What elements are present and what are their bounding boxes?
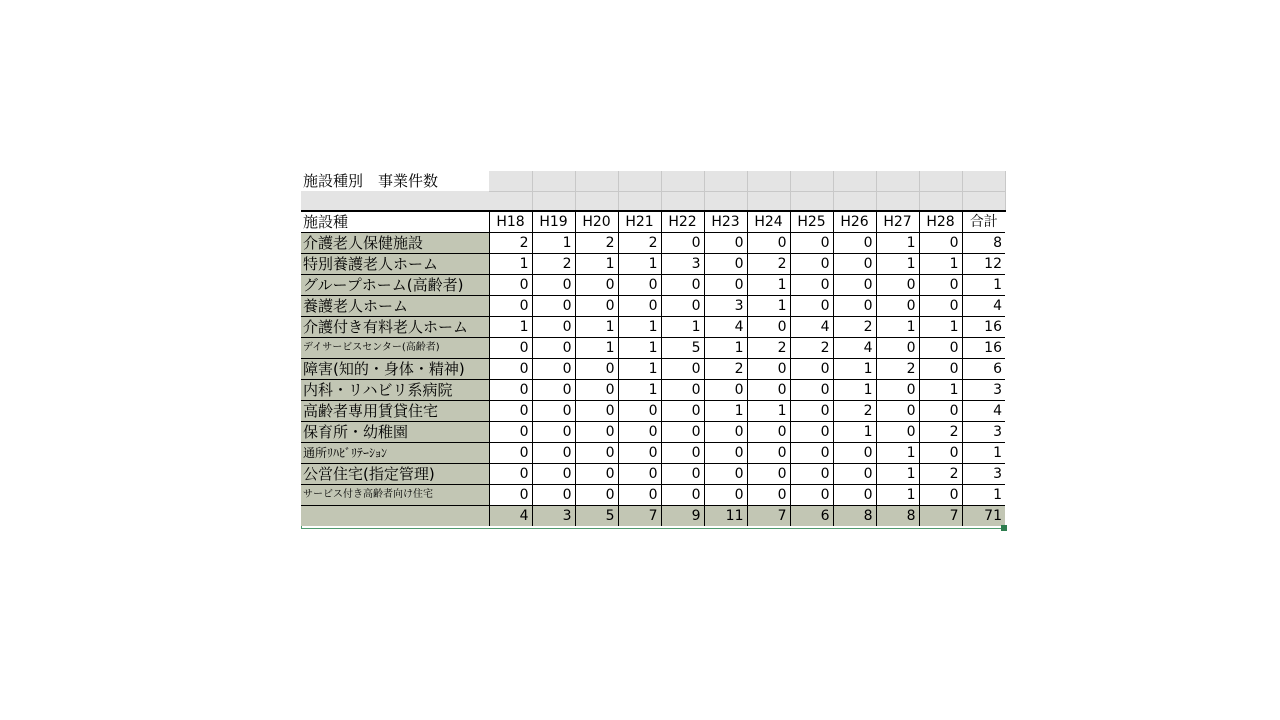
value-cell[interactable]: 0 bbox=[876, 401, 919, 422]
value-cell[interactable]: 0 bbox=[747, 422, 790, 443]
value-cell[interactable]: 0 bbox=[919, 275, 962, 296]
value-cell[interactable]: 0 bbox=[489, 401, 532, 422]
value-cell[interactable]: 0 bbox=[532, 422, 575, 443]
value-cell[interactable]: 0 bbox=[661, 380, 704, 401]
value-cell[interactable]: 0 bbox=[704, 275, 747, 296]
value-cell[interactable]: 0 bbox=[876, 380, 919, 401]
value-cell[interactable]: 1 bbox=[833, 359, 876, 380]
row-label[interactable]: 障害(知的・身体・精神) bbox=[301, 359, 489, 380]
value-cell[interactable]: 1 bbox=[618, 338, 661, 359]
value-cell[interactable]: 0 bbox=[790, 443, 833, 464]
value-cell[interactable]: 0 bbox=[790, 401, 833, 422]
empty-cell[interactable] bbox=[532, 171, 575, 191]
column-total-cell[interactable]: 5 bbox=[575, 506, 618, 527]
table-row bbox=[301, 401, 1005, 422]
table-row bbox=[301, 422, 1005, 443]
value-cell[interactable]: 4 bbox=[833, 338, 876, 359]
empty-cell[interactable] bbox=[833, 171, 876, 191]
row-total-cell[interactable]: 16 bbox=[962, 338, 1005, 359]
header-year-5[interactable]: H23 bbox=[704, 211, 747, 233]
value-cell[interactable]: 1 bbox=[575, 338, 618, 359]
value-cell[interactable]: 0 bbox=[833, 485, 876, 506]
value-cell[interactable]: 1 bbox=[575, 317, 618, 338]
value-cell[interactable]: 0 bbox=[489, 296, 532, 317]
row-label[interactable]: 通所ﾘﾊﾋﾞﾘﾃｰｼｮﾝ bbox=[301, 443, 489, 464]
empty-cell[interactable] bbox=[747, 191, 790, 211]
value-cell[interactable]: 0 bbox=[704, 485, 747, 506]
empty-cell[interactable] bbox=[532, 191, 575, 211]
value-cell[interactable]: 1 bbox=[833, 422, 876, 443]
value-cell[interactable]: 0 bbox=[618, 443, 661, 464]
column-total-cell[interactable]: 9 bbox=[661, 506, 704, 527]
value-cell[interactable]: 0 bbox=[575, 422, 618, 443]
row-label[interactable]: サービス付き高齢者向け住宅 bbox=[301, 485, 489, 506]
value-cell[interactable]: 0 bbox=[790, 380, 833, 401]
row-label[interactable]: 公営住宅(指定管理) bbox=[301, 464, 489, 485]
value-cell[interactable]: 0 bbox=[575, 380, 618, 401]
value-cell[interactable]: 0 bbox=[704, 422, 747, 443]
empty-cell[interactable] bbox=[790, 171, 833, 191]
empty-cell[interactable] bbox=[618, 191, 661, 211]
column-total-cell[interactable]: 7 bbox=[618, 506, 661, 527]
row-total-cell[interactable]: 12 bbox=[962, 254, 1005, 275]
table-row bbox=[301, 254, 1005, 275]
value-cell[interactable]: 1 bbox=[833, 380, 876, 401]
value-cell[interactable]: 0 bbox=[618, 422, 661, 443]
value-cell[interactable]: 1 bbox=[618, 254, 661, 275]
value-cell[interactable]: 0 bbox=[833, 254, 876, 275]
empty-cell[interactable] bbox=[962, 191, 1005, 211]
value-cell[interactable]: 4 bbox=[704, 317, 747, 338]
value-cell[interactable]: 1 bbox=[876, 233, 919, 254]
header-year-10[interactable]: H28 bbox=[919, 211, 962, 233]
row-total-cell[interactable]: 1 bbox=[962, 443, 1005, 464]
row-label[interactable]: グループホーム(高齢者) bbox=[301, 275, 489, 296]
value-cell[interactable]: 0 bbox=[790, 275, 833, 296]
header-year-7[interactable]: H25 bbox=[790, 211, 833, 233]
value-cell[interactable]: 0 bbox=[532, 464, 575, 485]
value-cell[interactable]: 0 bbox=[661, 422, 704, 443]
row-label[interactable]: 高齢者専用賃貸住宅 bbox=[301, 401, 489, 422]
value-cell[interactable]: 2 bbox=[747, 254, 790, 275]
empty-cell[interactable] bbox=[747, 171, 790, 191]
value-cell[interactable]: 0 bbox=[532, 338, 575, 359]
empty-cell[interactable] bbox=[704, 171, 747, 191]
row-label[interactable]: 保育所・幼稚園 bbox=[301, 422, 489, 443]
column-total-cell[interactable]: 11 bbox=[704, 506, 747, 527]
value-cell[interactable]: 0 bbox=[833, 275, 876, 296]
value-cell[interactable]: 0 bbox=[747, 359, 790, 380]
empty-cell[interactable] bbox=[489, 191, 532, 211]
value-cell[interactable]: 1 bbox=[704, 338, 747, 359]
value-cell[interactable]: 2 bbox=[532, 254, 575, 275]
value-cell[interactable]: 0 bbox=[489, 359, 532, 380]
header-year-0[interactable]: H18 bbox=[489, 211, 532, 233]
value-cell[interactable]: 0 bbox=[747, 317, 790, 338]
value-cell[interactable]: 0 bbox=[575, 401, 618, 422]
header-year-8[interactable]: H26 bbox=[833, 211, 876, 233]
value-cell[interactable]: 0 bbox=[489, 275, 532, 296]
empty-cell[interactable] bbox=[876, 171, 919, 191]
value-cell[interactable]: 0 bbox=[618, 296, 661, 317]
value-cell[interactable]: 2 bbox=[747, 338, 790, 359]
value-cell[interactable]: 5 bbox=[661, 338, 704, 359]
value-cell[interactable]: 0 bbox=[790, 233, 833, 254]
value-cell[interactable]: 0 bbox=[833, 464, 876, 485]
value-cell[interactable]: 2 bbox=[833, 401, 876, 422]
value-cell[interactable]: 2 bbox=[704, 359, 747, 380]
empty-cell[interactable] bbox=[919, 171, 962, 191]
header-year-3[interactable]: H21 bbox=[618, 211, 661, 233]
value-cell[interactable]: 0 bbox=[919, 401, 962, 422]
value-cell[interactable]: 0 bbox=[790, 359, 833, 380]
value-cell[interactable]: 1 bbox=[747, 401, 790, 422]
totals-label-cell[interactable] bbox=[301, 506, 489, 527]
value-cell[interactable]: 0 bbox=[747, 464, 790, 485]
table-row bbox=[301, 443, 1005, 464]
table-row bbox=[301, 359, 1005, 380]
row-total-cell[interactable]: 4 bbox=[962, 296, 1005, 317]
empty-cell[interactable] bbox=[661, 191, 704, 211]
row-total-cell[interactable]: 16 bbox=[962, 317, 1005, 338]
value-cell[interactable]: 1 bbox=[532, 233, 575, 254]
value-cell[interactable]: 1 bbox=[618, 317, 661, 338]
value-cell[interactable]: 2 bbox=[919, 464, 962, 485]
value-cell[interactable]: 0 bbox=[532, 275, 575, 296]
row-label[interactable]: 特別養護老人ホーム bbox=[301, 254, 489, 275]
table-row bbox=[301, 338, 1005, 359]
value-cell[interactable]: 1 bbox=[876, 485, 919, 506]
value-cell[interactable]: 0 bbox=[876, 338, 919, 359]
value-cell[interactable]: 0 bbox=[790, 422, 833, 443]
column-total-cell[interactable]: 4 bbox=[489, 506, 532, 527]
value-cell[interactable]: 0 bbox=[790, 254, 833, 275]
value-cell[interactable]: 1 bbox=[489, 317, 532, 338]
table-row bbox=[301, 380, 1005, 401]
value-cell[interactable]: 0 bbox=[618, 485, 661, 506]
column-total-cell[interactable]: 7 bbox=[919, 506, 962, 527]
facility-type-table bbox=[301, 171, 1006, 526]
value-cell[interactable]: 0 bbox=[575, 275, 618, 296]
title-row bbox=[301, 171, 1005, 191]
column-total-cell[interactable]: 8 bbox=[876, 506, 919, 527]
value-cell[interactable]: 0 bbox=[919, 443, 962, 464]
header-year-4[interactable]: H22 bbox=[661, 211, 704, 233]
value-cell[interactable]: 0 bbox=[575, 443, 618, 464]
value-cell[interactable]: 0 bbox=[489, 485, 532, 506]
value-cell[interactable]: 2 bbox=[876, 359, 919, 380]
empty-cell[interactable] bbox=[575, 191, 618, 211]
header-row bbox=[301, 211, 1005, 233]
value-cell[interactable]: 1 bbox=[575, 254, 618, 275]
empty-cell[interactable] bbox=[833, 191, 876, 211]
value-cell[interactable]: 2 bbox=[575, 233, 618, 254]
row-total-cell[interactable]: 8 bbox=[962, 233, 1005, 254]
value-cell[interactable]: 2 bbox=[790, 338, 833, 359]
column-total-cell[interactable]: 6 bbox=[790, 506, 833, 527]
value-cell[interactable]: 1 bbox=[876, 443, 919, 464]
row-total-cell[interactable]: 3 bbox=[962, 380, 1005, 401]
value-cell[interactable]: 0 bbox=[833, 443, 876, 464]
value-cell[interactable]: 1 bbox=[919, 380, 962, 401]
value-cell[interactable]: 0 bbox=[790, 464, 833, 485]
value-cell[interactable]: 2 bbox=[919, 422, 962, 443]
value-cell[interactable]: 2 bbox=[489, 233, 532, 254]
value-cell[interactable]: 0 bbox=[876, 422, 919, 443]
value-cell[interactable]: 1 bbox=[489, 254, 532, 275]
totals-row bbox=[301, 506, 1005, 527]
value-cell[interactable]: 3 bbox=[661, 254, 704, 275]
row-label[interactable]: 内科・リハビリ系病院 bbox=[301, 380, 489, 401]
row-label[interactable]: デイサービスセンター(高齢者) bbox=[301, 338, 489, 359]
empty-cell[interactable] bbox=[962, 171, 1005, 191]
row-label[interactable]: 介護老人保健施設 bbox=[301, 233, 489, 254]
column-total-cell[interactable]: 3 bbox=[532, 506, 575, 527]
value-cell[interactable]: 0 bbox=[747, 233, 790, 254]
value-cell[interactable]: 0 bbox=[747, 485, 790, 506]
value-cell[interactable]: 1 bbox=[876, 317, 919, 338]
value-cell[interactable]: 1 bbox=[747, 275, 790, 296]
value-cell[interactable]: 0 bbox=[661, 401, 704, 422]
value-cell[interactable]: 0 bbox=[532, 317, 575, 338]
value-cell[interactable]: 1 bbox=[876, 464, 919, 485]
value-cell[interactable]: 0 bbox=[532, 443, 575, 464]
table-row bbox=[301, 275, 1005, 296]
row-label[interactable]: 養護老人ホーム bbox=[301, 296, 489, 317]
header-year-1[interactable]: H19 bbox=[532, 211, 575, 233]
value-cell[interactable]: 0 bbox=[618, 464, 661, 485]
row-total-cell[interactable]: 3 bbox=[962, 422, 1005, 443]
empty-cell[interactable] bbox=[790, 191, 833, 211]
value-cell[interactable]: 0 bbox=[919, 233, 962, 254]
value-cell[interactable]: 0 bbox=[489, 380, 532, 401]
row-label[interactable]: 介護付き有料老人ホーム bbox=[301, 317, 489, 338]
value-cell[interactable]: 0 bbox=[575, 485, 618, 506]
value-cell[interactable]: 0 bbox=[575, 464, 618, 485]
value-cell[interactable]: 0 bbox=[575, 359, 618, 380]
value-cell[interactable]: 1 bbox=[876, 254, 919, 275]
value-cell[interactable]: 0 bbox=[618, 275, 661, 296]
empty-cell[interactable] bbox=[919, 191, 962, 211]
value-cell[interactable]: 0 bbox=[489, 338, 532, 359]
spreadsheet-table-area bbox=[301, 171, 1005, 529]
value-cell[interactable]: 0 bbox=[532, 359, 575, 380]
value-cell[interactable]: 0 bbox=[489, 422, 532, 443]
value-cell[interactable]: 0 bbox=[747, 443, 790, 464]
value-cell[interactable]: 0 bbox=[704, 254, 747, 275]
value-cell[interactable]: 0 bbox=[919, 296, 962, 317]
value-cell[interactable]: 0 bbox=[704, 443, 747, 464]
blank-row bbox=[301, 191, 1005, 211]
grand-total-cell[interactable]: 71 bbox=[962, 506, 1005, 527]
header-facility-type[interactable]: 施設種 bbox=[301, 211, 489, 233]
value-cell[interactable]: 0 bbox=[833, 296, 876, 317]
value-cell[interactable]: 0 bbox=[876, 275, 919, 296]
value-cell[interactable]: 1 bbox=[661, 317, 704, 338]
value-cell[interactable]: 0 bbox=[876, 296, 919, 317]
value-cell[interactable]: 0 bbox=[661, 443, 704, 464]
value-cell[interactable]: 0 bbox=[919, 338, 962, 359]
value-cell[interactable]: 1 bbox=[618, 359, 661, 380]
value-cell[interactable]: 1 bbox=[704, 401, 747, 422]
empty-cell[interactable] bbox=[618, 171, 661, 191]
fill-handle[interactable] bbox=[1001, 525, 1007, 531]
value-cell[interactable]: 3 bbox=[704, 296, 747, 317]
row-total-cell[interactable]: 4 bbox=[962, 401, 1005, 422]
value-cell[interactable]: 2 bbox=[833, 317, 876, 338]
value-cell[interactable]: 1 bbox=[618, 380, 661, 401]
value-cell[interactable]: 1 bbox=[747, 296, 790, 317]
header-year-2[interactable]: H20 bbox=[575, 211, 618, 233]
value-cell[interactable]: 0 bbox=[790, 296, 833, 317]
value-cell[interactable]: 0 bbox=[704, 464, 747, 485]
value-cell[interactable]: 1 bbox=[919, 254, 962, 275]
value-cell[interactable]: 0 bbox=[532, 296, 575, 317]
value-cell[interactable]: 2 bbox=[618, 233, 661, 254]
value-cell[interactable]: 4 bbox=[790, 317, 833, 338]
value-cell[interactable]: 0 bbox=[489, 443, 532, 464]
empty-cell[interactable] bbox=[661, 171, 704, 191]
value-cell[interactable]: 0 bbox=[532, 380, 575, 401]
table-row bbox=[301, 317, 1005, 338]
value-cell[interactable]: 1 bbox=[919, 317, 962, 338]
table-row bbox=[301, 485, 1005, 506]
header-year-6[interactable]: H24 bbox=[747, 211, 790, 233]
empty-cell[interactable] bbox=[575, 171, 618, 191]
value-cell[interactable]: 0 bbox=[661, 275, 704, 296]
empty-cell[interactable] bbox=[876, 191, 919, 211]
header-year-9[interactable]: H27 bbox=[876, 211, 919, 233]
value-cell[interactable]: 0 bbox=[661, 464, 704, 485]
column-total-cell[interactable]: 8 bbox=[833, 506, 876, 527]
value-cell[interactable]: 0 bbox=[532, 485, 575, 506]
row-total-cell[interactable]: 1 bbox=[962, 275, 1005, 296]
table-row bbox=[301, 464, 1005, 485]
value-cell[interactable]: 0 bbox=[704, 380, 747, 401]
value-cell[interactable]: 0 bbox=[661, 485, 704, 506]
table-row bbox=[301, 233, 1005, 254]
sheet-title[interactable]: 施設種別 事業件数 bbox=[301, 171, 489, 191]
value-cell[interactable]: 0 bbox=[489, 464, 532, 485]
value-cell[interactable]: 0 bbox=[661, 233, 704, 254]
value-cell[interactable]: 0 bbox=[575, 296, 618, 317]
value-cell[interactable]: 0 bbox=[532, 401, 575, 422]
row-total-cell[interactable]: 6 bbox=[962, 359, 1005, 380]
empty-cell[interactable] bbox=[704, 191, 747, 211]
value-cell[interactable]: 0 bbox=[618, 401, 661, 422]
value-cell[interactable]: 0 bbox=[919, 359, 962, 380]
value-cell[interactable]: 0 bbox=[790, 485, 833, 506]
row-total-cell[interactable]: 3 bbox=[962, 464, 1005, 485]
table-row bbox=[301, 296, 1005, 317]
header-total[interactable]: 合計 bbox=[962, 211, 1005, 233]
value-cell[interactable]: 0 bbox=[919, 485, 962, 506]
value-cell[interactable]: 0 bbox=[661, 296, 704, 317]
empty-cell[interactable] bbox=[489, 171, 532, 191]
value-cell[interactable]: 0 bbox=[704, 233, 747, 254]
value-cell[interactable]: 0 bbox=[747, 380, 790, 401]
value-cell[interactable]: 0 bbox=[833, 233, 876, 254]
value-cell[interactable]: 0 bbox=[661, 359, 704, 380]
empty-cell[interactable] bbox=[301, 191, 489, 211]
row-total-cell[interactable]: 1 bbox=[962, 485, 1005, 506]
column-total-cell[interactable]: 7 bbox=[747, 506, 790, 527]
